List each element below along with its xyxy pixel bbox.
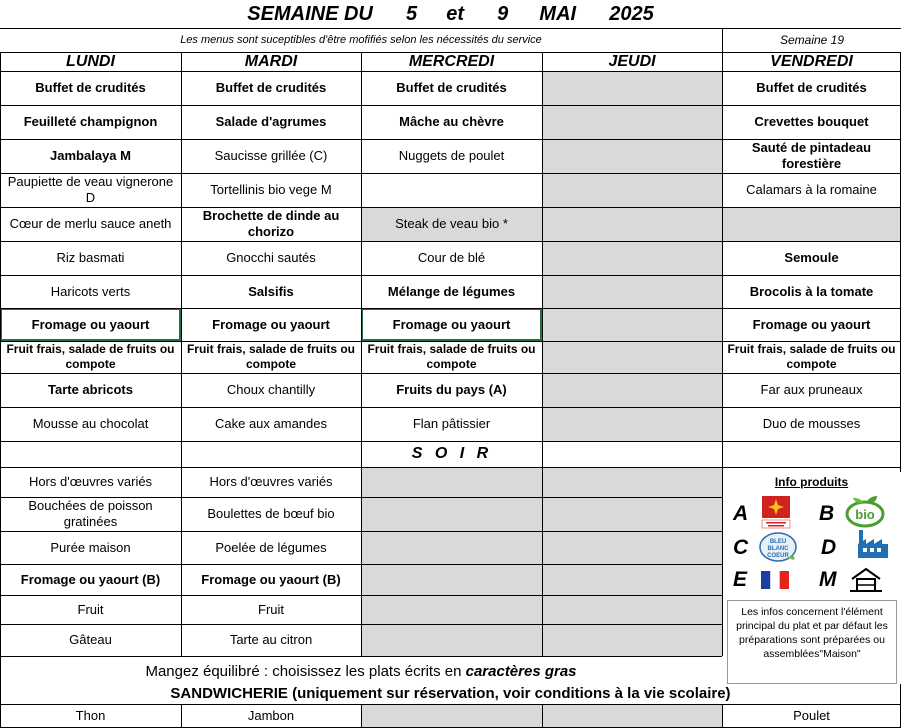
legend-letter-m: M [819, 568, 837, 591]
menu-cell: Cour de blé [417, 250, 486, 265]
grid-line [722, 467, 901, 468]
menu-cell [542, 407, 722, 441]
day-header-lundi: LUNDI [66, 52, 115, 70]
grid-line [0, 275, 901, 276]
soir-empty-cell [361, 564, 542, 595]
menu-cell: Brochette de dinde au chorizo [202, 208, 340, 239]
grid-line [0, 52, 901, 53]
grid-line [0, 341, 901, 342]
menu-cell: Riz basmati [56, 250, 125, 265]
grid-line [0, 28, 901, 29]
menu-cell: Choux chantilly [226, 382, 316, 397]
menu-cell [542, 71, 722, 105]
soir-menu-cell: Hors d'œuvres variés [209, 474, 333, 489]
soir-label: S O I R [411, 445, 493, 462]
sandwich-cell: Poulet [793, 708, 830, 723]
grid-line [0, 441, 1, 656]
menu-cell [542, 207, 722, 241]
menu-cell: Jambalaya M [50, 148, 131, 163]
soir-menu-cell: Boulettes de bœuf bio [207, 506, 335, 521]
title-month: MAI [539, 3, 577, 25]
menu-cell [542, 308, 722, 341]
info-products-note: Les infos concernent l'élément principal du plat et par défaut les préparations sont préparées ou assemblées"Maison" [727, 600, 897, 684]
grid-line [0, 139, 901, 140]
menu-cell: Tortellinis bio vege M [210, 182, 332, 197]
menu-cell: Fromage ou yaourt [361, 308, 542, 341]
menu-cell: Fruit frais, salade de fruits ou compote [186, 342, 356, 371]
grid-line [0, 173, 901, 174]
week-label: Semaine 19 [722, 28, 901, 52]
soir-menu-cell: Fromage ou yaourt (B) [20, 571, 161, 587]
grid-line [722, 52, 723, 441]
title-day-start: 5 [405, 3, 418, 25]
title-connector: et [446, 3, 465, 25]
grid-line [0, 656, 722, 657]
soir-empty-cell [542, 624, 722, 656]
svg-text:COEUR: COEUR [767, 553, 789, 559]
title-prefix: SEMAINE DU [247, 3, 373, 25]
svg-text:BLANC: BLANC [767, 546, 789, 552]
menu-cell: Flan pâtissier [412, 416, 491, 431]
soir-empty-cell [542, 531, 722, 564]
bio-logo-icon [845, 494, 885, 528]
soir-empty-cell [542, 564, 722, 595]
sandwich-cell [542, 704, 722, 728]
menu-cell [361, 173, 542, 207]
soir-menu-cell: Gâteau [69, 632, 112, 647]
menu-cell: Fromage ou yaourt [0, 308, 181, 341]
soir-menu-cell: Poelée de légumes [215, 539, 327, 555]
day-header-mercredi: MERCREDI [408, 52, 495, 70]
occitanie-logo-icon [760, 495, 792, 529]
menu-cell: Salsifis [248, 283, 294, 299]
soir-empty-cell [361, 531, 542, 564]
grid-line [0, 373, 901, 374]
grid-line [0, 704, 901, 705]
menu-cell: Fruit frais, salade de fruits ou compote [727, 342, 896, 371]
menu-cell: Salade d'agrumes [215, 114, 327, 129]
legend-letter-a: A [733, 502, 749, 525]
menu-cell [542, 341, 722, 373]
menu-cell: Cœur de merlu sauce aneth [9, 216, 172, 231]
legend-letter-c: C [733, 536, 749, 559]
menu-cell [542, 373, 722, 407]
soir-menu-cell: Fruit [258, 601, 284, 617]
soir-menu-cell: Bouchées de poisson gratinées [28, 498, 153, 529]
soir-empty-cell [361, 595, 542, 624]
grid-line [542, 52, 543, 441]
legend-letter-e: E [733, 568, 748, 591]
soir-menu-cell: Fromage ou yaourt (B) [201, 571, 341, 587]
balanced-eating-note [0, 660, 722, 684]
balanced-eating-text: Mangez équilibré : choisissez les plats écrits en [145, 663, 466, 680]
bleu-blanc-coeur-logo-icon [758, 530, 798, 564]
menu-cell: Buffet de crudités [35, 80, 146, 95]
menu-cell: Steak de veau bio * [361, 207, 542, 241]
menu-cell: Fromage ou yaourt [212, 316, 330, 332]
menu-cell: Buffet de crudités [396, 80, 507, 95]
sandwich-cell: Thon [75, 708, 106, 723]
info-products-title: Info produits [774, 475, 849, 489]
menu-cell: Nuggets de poulet [398, 148, 505, 163]
svg-text:BLEU: BLEU [769, 539, 787, 545]
menu-cell: Fruit frais, salade de fruits ou compote [367, 342, 536, 371]
menu-cell: Feuilleté champignon [23, 114, 158, 129]
menu-cell: Tarte abricots [47, 382, 133, 397]
grid-line [722, 704, 723, 728]
page-title [0, 0, 901, 28]
menu-cell: Duo de mousses [762, 416, 861, 431]
sandwich-cell: Jambon [247, 708, 295, 723]
grid-line [0, 704, 1, 728]
soir-empty-cell [542, 595, 722, 624]
menu-cell: Fruit frais, salade de fruits ou compote [6, 342, 175, 371]
grid-line [361, 52, 362, 441]
grid-line [361, 441, 362, 656]
grid-line [0, 308, 901, 309]
menu-cell [542, 139, 722, 173]
menu-cell [542, 105, 722, 139]
grid-line [181, 52, 182, 441]
grid-line [361, 704, 362, 728]
menu-cell [542, 173, 722, 207]
day-header-vendredi: VENDREDI [770, 52, 853, 70]
menu-cell [542, 241, 722, 275]
grid-line [542, 441, 543, 656]
grid-line [0, 407, 901, 408]
menu-cell: Sauté de pintadeau forestière [751, 140, 872, 171]
menu-cell: Fruits du pays (A) [396, 382, 507, 397]
grid-line [0, 241, 901, 242]
soir-menu-cell: Purée maison [50, 539, 131, 555]
legend-letter-d: D [821, 536, 837, 559]
menu-cell: Brocolis à la tomate [749, 283, 874, 299]
grid-line [181, 441, 182, 656]
soir-empty-cell [542, 467, 722, 497]
balanced-eating-bold: caractères gras [465, 663, 577, 680]
legend-letter-b: B [819, 502, 835, 525]
soir-empty-cell [542, 497, 722, 531]
menu-cell: Crevettes bouquet [754, 114, 869, 129]
soir-menu-cell: Tarte au citron [229, 632, 313, 647]
menu-cell: Cake aux amandes [214, 416, 327, 431]
menu-cell [542, 275, 722, 308]
soir-spacer [0, 441, 181, 467]
grid-line [0, 207, 901, 208]
menu-cell: Paupiette de veau vignerone D [7, 174, 174, 205]
menu-cell: Mousse au chocolat [32, 416, 149, 431]
soir-empty-cell [361, 497, 542, 531]
menu-change-note: Les menus sont suceptibles d'être mofifiés selon les nécessités du service [180, 34, 542, 46]
grid-line [181, 704, 182, 728]
menu-cell: Mélange de légumes [387, 283, 516, 299]
menu-cell: Gnocchi sautés [226, 250, 316, 265]
soir-empty-cell [361, 467, 542, 497]
grid-line [542, 704, 543, 728]
grid-line [0, 71, 901, 72]
menu-cell: Calamars à la romaine [746, 182, 877, 197]
title-year: 2025 [609, 3, 654, 25]
menu-cell: Fromage ou yaourt [752, 316, 871, 332]
grid-line [0, 105, 901, 106]
menu-cell: Haricots verts [50, 283, 131, 299]
day-header-mardi: MARDI [244, 52, 298, 70]
menu-cell: Buffet de crudités [215, 80, 327, 95]
sandwicherie-banner: SANDWICHERIE (uniquement sur réservation, voir conditions à la vie scolaire) [170, 685, 731, 702]
title-day-end: 9 [497, 3, 509, 25]
soir-empty-cell [361, 624, 542, 656]
menu-cell: Mâche au chèvre [399, 114, 504, 129]
factory-icon [856, 528, 890, 560]
soir-menu-cell: Fruit [77, 601, 104, 617]
day-header-jeudi: JEUDI [608, 52, 656, 70]
menu-cell: Semoule [784, 250, 839, 265]
menu-cell: Buffet de crudités [756, 80, 867, 95]
soir-menu-cell: Hors d'œuvres variés [28, 474, 153, 489]
house-icon [848, 566, 884, 594]
french-flag-icon [761, 571, 789, 589]
menu-cell [722, 207, 901, 241]
sandwich-cell [361, 704, 542, 728]
grid-line [0, 52, 1, 441]
menu-cell: Far aux pruneaux [760, 382, 863, 397]
svg-text:bio: bio [855, 507, 875, 522]
menu-cell: Saucisse grillée (C) [214, 148, 328, 163]
